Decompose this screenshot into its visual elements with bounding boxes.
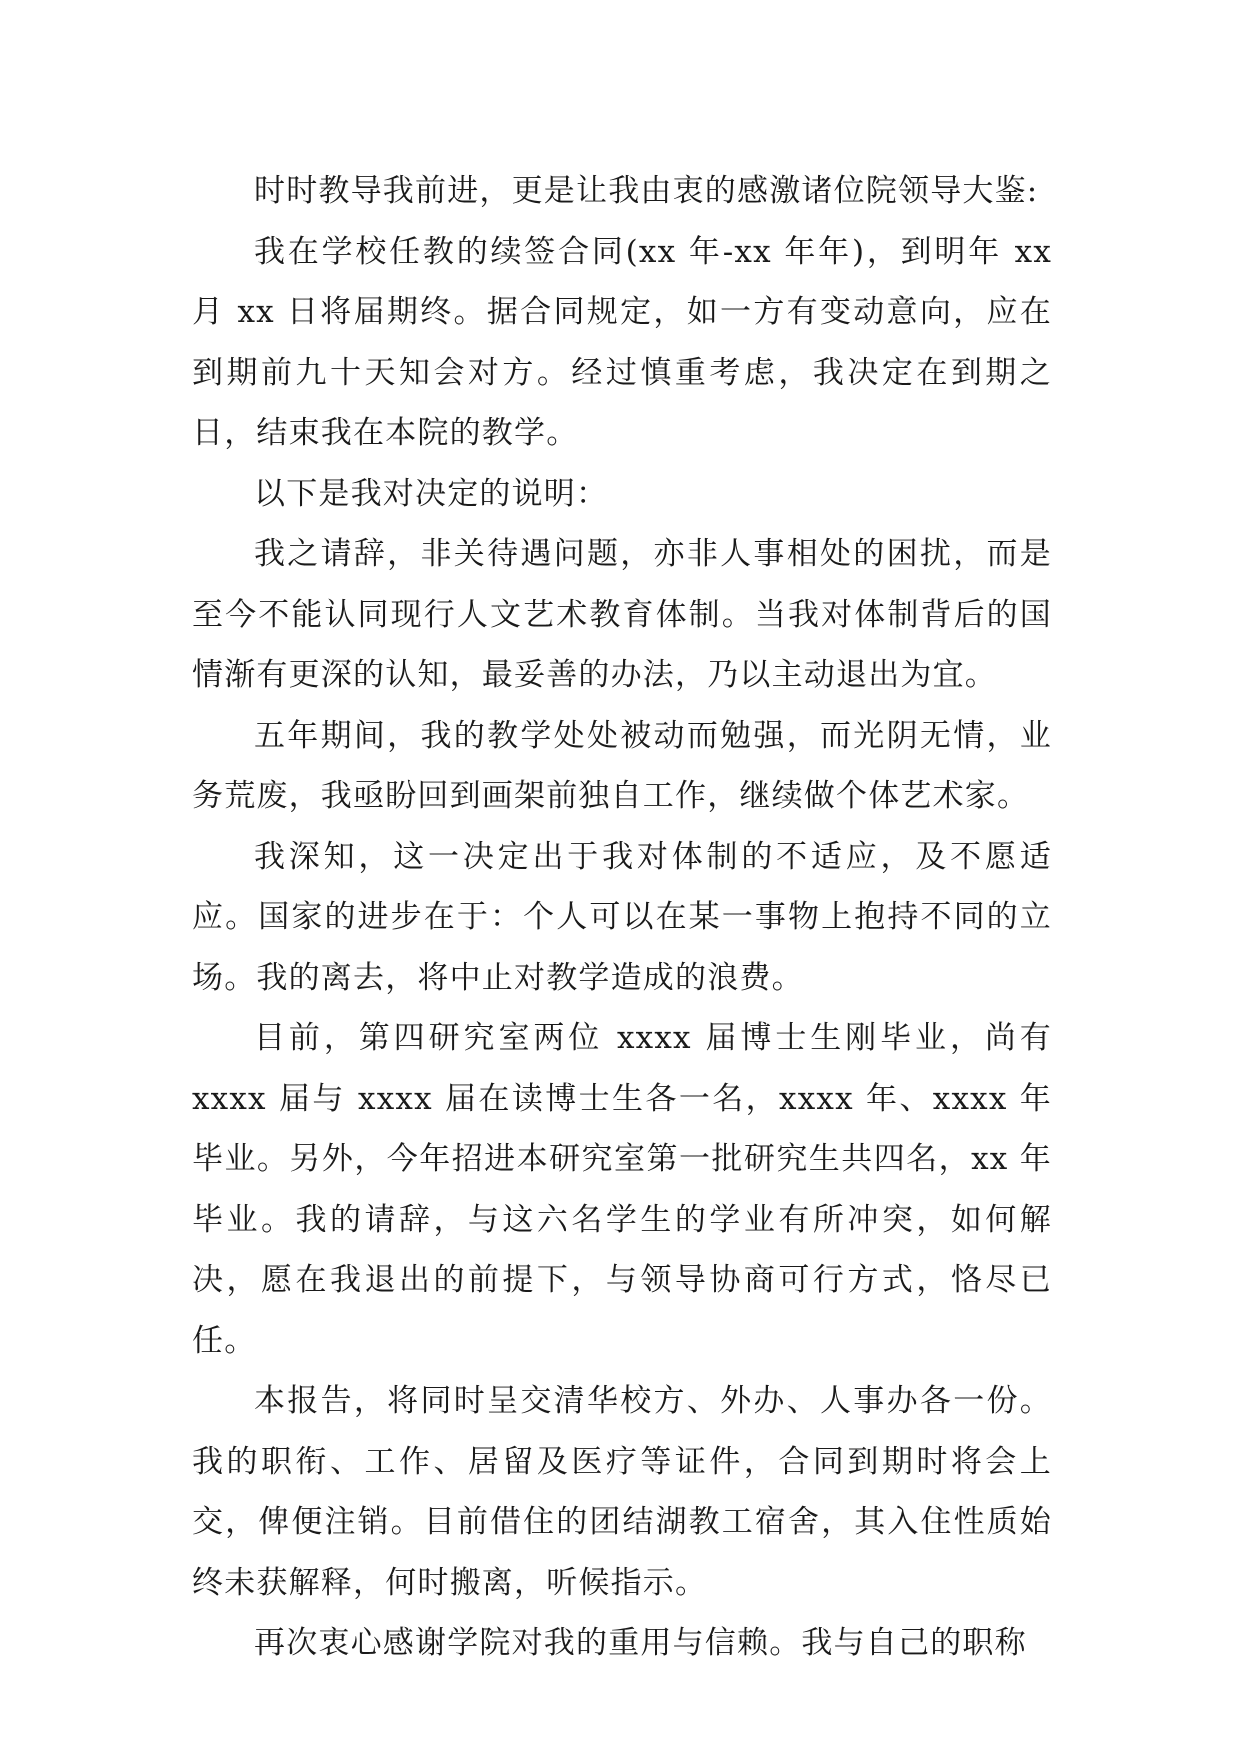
document-body	[192, 161, 1052, 1674]
paragraph-decision: 我深知，这一决定出于我对体制的不适应，及不愿适应。国家的进步在于：个人可以在某一事物上抱持不同的立场。我的离去，将中止对教学造成的浪费。	[192, 838, 1052, 996]
paragraph-resignation-reason: 我之请辞，非关待遇问题，亦非人事相处的困扰，而是至今不能认同现行人文艺术教育体制。当我对体制背后的国情渐有更深的认知，最妥善的办法，乃以主动退出为宜。	[192, 536, 1052, 693]
paragraph-opening: 时时教导我前进，更是让我由衷的感激诸位院领导大鉴:	[254, 173, 1039, 209]
paragraph-contract: 我在学校任教的续签合同(xx 年-xx 年年)，到明年 xx 月 xx 日将届期终。据合同规定，如一方有变动意向，应在到期前九十天知会对方。经过慎重考虑，我决定在到期之日，结束我在本院的教学。	[192, 233, 1052, 451]
paragraph-students: 目前，第四研究室两位 xxxx 届博士生刚毕业，尚有 xxxx 届与 xxxx 届在读博士生各一名，xxxx 年、xxxx 年毕业。另外，今年招进本研究室第一批研究生共四名，xx 年毕业。我的请辞，与这六名学生的学业有所冲突，如何解决，愿在我退出的前提下，与领导协商可行方式，恪尽已任。	[192, 1020, 1052, 1359]
paragraph-thanks: 再次衷心感谢学院对我的重用与信赖。我与自己的职称	[254, 1625, 1027, 1661]
paragraph-five-years: 五年期间，我的教学处处被动而勉强，而光阴无情，业务荒废，我亟盼回到画架前独自工作，继续做个体艺术家。	[192, 717, 1052, 814]
paragraph-explanation-intro: 以下是我对决定的说明：	[254, 475, 609, 512]
paragraph-report: 本报告，将同时呈交清华校方、外办、人事办各一份。我的职衔、工作、居留及医疗等证件，合同到期时将会上交，俾便注销。目前借住的团结湖教工宿舍，其入住性质始终未获解释，何时搬离，听候指示。	[192, 1383, 1052, 1601]
